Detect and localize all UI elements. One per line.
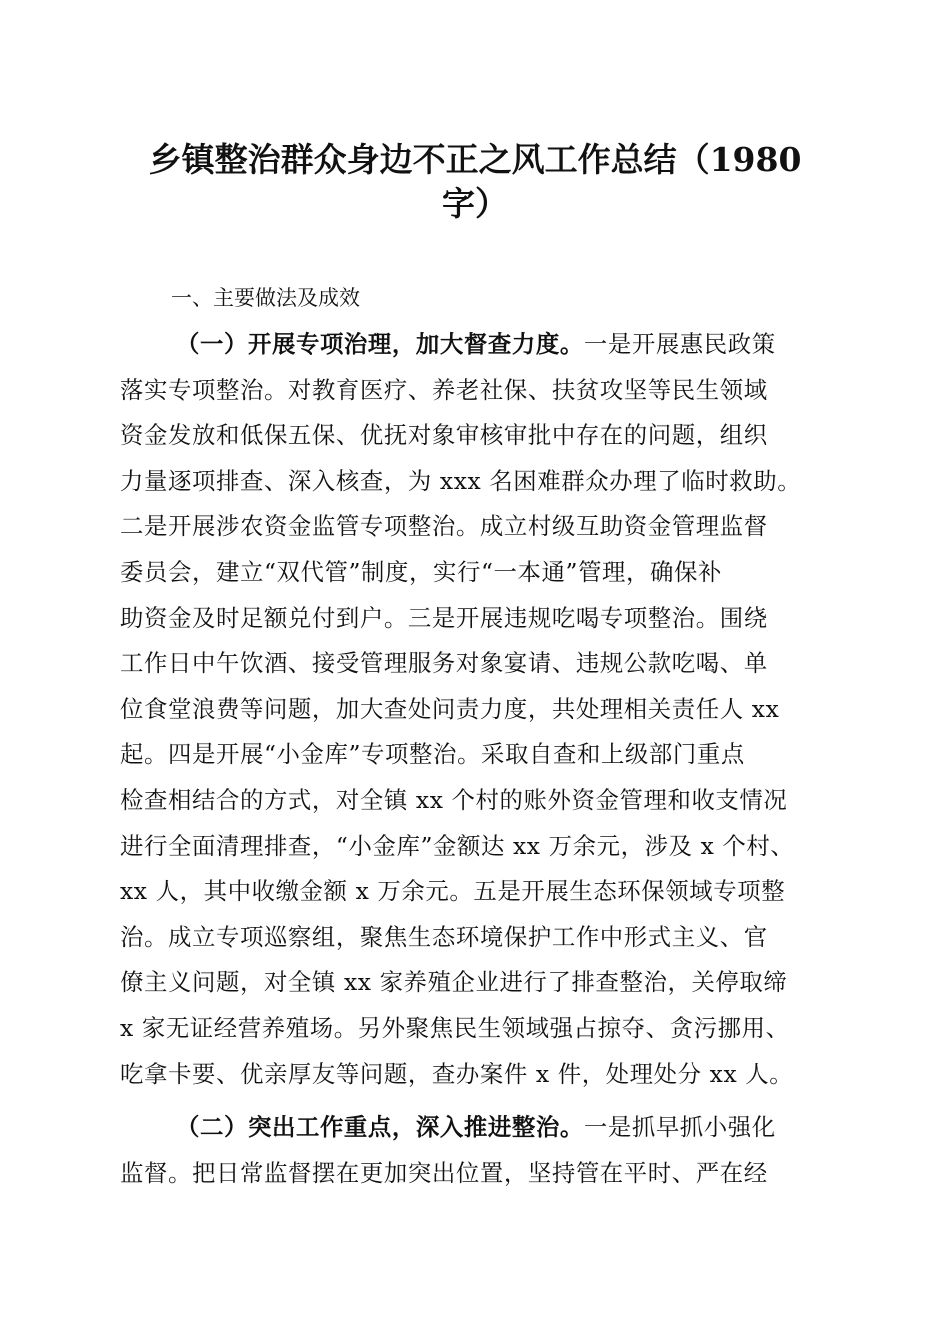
paragraph-line: 资金发放和低保五保、优抚对象审核审批中存在的问题，组织 [120,421,768,450]
document-title [120,138,830,226]
paragraph-line: 委员会，建立“双代管”制度，实行“一本通”管理，确保补 [120,557,723,586]
paragraph-text: 一是开展惠民政策 [583,330,776,358]
paragraph-text: 一是抓早抓小强化 [583,1113,776,1142]
section-heading: 一、主要做法及成效 [171,286,360,310]
paragraph-line: 起。四是开展“小金库”专项整治。采取自查和上级部门重点 [120,740,745,769]
title-line-2: 字） [442,184,508,223]
paragraph-line: 位食堂浪费等问题，加大查处问责力度，共处理相关责任人 xx [120,694,780,723]
paragraph-line: 力量逐项排查、深入核查，为 xxx 名困难群众办理了临时救助。 [120,466,802,495]
paragraph-line: 进行全面清理排查，“小金库”金额达 xx 万余元，涉及 x 个村、 [120,831,795,860]
paragraph-line: x 家无证经营养殖场。另外聚焦民生领域强占掠夺、贪污挪用、 [120,1013,790,1042]
paragraph-line: 僚主义问题，对全镇 xx 家养殖企业进行了排查整治，关停取缔 [120,968,788,997]
paragraph-line [120,322,840,368]
paragraph-line: 治。成立专项巡察组，聚焦生态环境保护工作中形式主义、官 [120,922,768,951]
document-body [120,322,840,1196]
paragraph-lead: （二）突出工作重点，深入推进整治。 [176,1113,584,1142]
paragraph-line: 吃拿卡要、优亲厚友等问题，查办案件 x 件，处理处分 xx 人。 [120,1059,794,1088]
paragraph [120,1105,840,1196]
paragraph-lead: （一）开展专项治理，加大督查力度。 [176,330,584,358]
paragraph-line: 落实专项整治。对教育医疗、养老社保、扶贫攻坚等民生领域 [120,375,768,404]
paragraph-line [120,1105,840,1151]
paragraph-line: 工作日中午饮酒、接受管理服务对象宴请、违规公款吃喝、单 [120,649,768,678]
paragraph-line: 助资金及时足额兑付到户。三是开展违规吃喝专项整治。围绕 [120,603,768,632]
title-line-1: 乡镇整治群众身边不正之风工作总结（1980 [148,140,802,179]
paragraph-line: 二是开展涉农资金监管专项整治。成立村级互助资金管理监督 [120,512,768,541]
paragraph-line: 检查相结合的方式，对全镇 xx 个村的账外资金管理和收支情况 [120,785,788,814]
paragraph-line: xx 人，其中收缴金额 x 万余元。五是开展生态环保领域专项整 [120,877,786,906]
paragraph-line: 监督。把日常监督摆在更加突出位置，坚持管在平时、严在经 [120,1158,768,1187]
paragraph [120,322,840,1097]
